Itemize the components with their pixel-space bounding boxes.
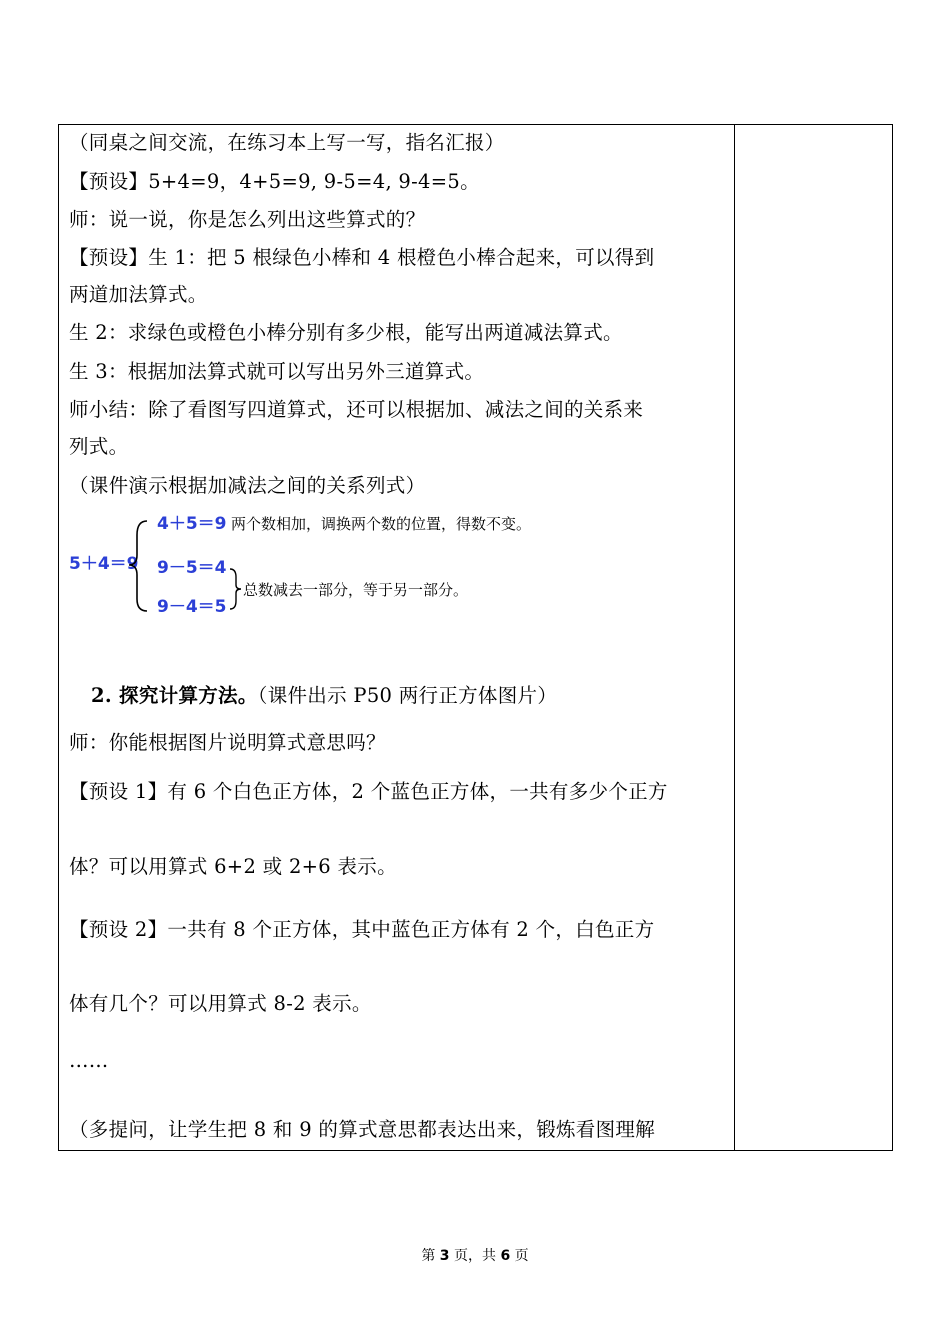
- text-line: 生 3：根据加法算式就可以写出另外三道算式。: [69, 360, 485, 383]
- text-line: 【预设】生 1：把 5 根绿色小棒和 4 根橙色小棒合起来，可以得到: [69, 246, 655, 269]
- text-line: 师：你能根据图片说明算式意思吗？: [69, 731, 386, 754]
- text-line: 【预设 2】一共有 8 个正方体，其中蓝色正方体有 2 个，白色正方: [69, 918, 655, 941]
- subtract-rule-note: 总数减去一部分，等于另一部分。: [243, 581, 469, 599]
- total-page-number: 6: [500, 1248, 511, 1264]
- text-line: （多提问，让学生把 8 和 9 的算式意思都表达出来，锻炼看图理解: [69, 1118, 656, 1141]
- text-line: 【预设 1】有 6 个白色正方体，2 个蓝色正方体，一共有多少个正方: [69, 780, 668, 803]
- footer-middle: 页，共: [454, 1248, 496, 1264]
- text-line: 【预设】5+4=9，4+5=9, 9-5=4, 9-4=5。: [69, 170, 480, 193]
- ellipsis-line: ……: [69, 1049, 109, 1072]
- text-line: 列式。: [69, 435, 129, 458]
- text-line: （同桌之间交流，在练习本上写一写，指名汇报）: [69, 131, 505, 154]
- lesson-table: [58, 124, 893, 1151]
- text-line: 师：说一说，你是怎么列出这些算式的？: [69, 208, 426, 231]
- section-2-line: [91, 680, 557, 708]
- equation-relationship-figure: [69, 507, 629, 617]
- footer-prefix: 第: [421, 1248, 436, 1264]
- swap-rule-note: 两个数相加，调换两个数的位置，得数不变。: [231, 515, 532, 533]
- text-line: 体？可以用算式 6+2 或 2+6 表示。: [69, 855, 397, 878]
- equation-subtract-2: 9－4＝5: [157, 597, 227, 617]
- section-heading: 2. 探究计算方法。: [91, 684, 258, 707]
- text-line: 师小结：除了看图写四道算式，还可以根据加、减法之间的关系来: [69, 398, 644, 421]
- column-divider: [734, 125, 735, 1150]
- text-line: 体有几个？可以用算式 8-2 表示。: [69, 992, 372, 1015]
- right-brace: [230, 569, 241, 609]
- text-line: 两道加法算式。: [69, 283, 208, 306]
- page-footer: [0, 1245, 950, 1265]
- text-line: 生 2：求绿色或橙色小棒分别有多少根，能写出两道减法算式。: [69, 321, 623, 344]
- equation-add-swap: 4＋5＝9: [157, 514, 227, 534]
- section-note: （课件出示 P50 两行正方体图片）: [257, 684, 558, 707]
- equation-subtract-1: 9－5＝4: [157, 558, 227, 578]
- main-equation: 5＋4＝9: [69, 554, 139, 574]
- text-line: （课件演示根据加减法之间的关系列式）: [69, 474, 426, 497]
- current-page-number: 3: [439, 1248, 450, 1264]
- footer-suffix: 页: [514, 1248, 529, 1264]
